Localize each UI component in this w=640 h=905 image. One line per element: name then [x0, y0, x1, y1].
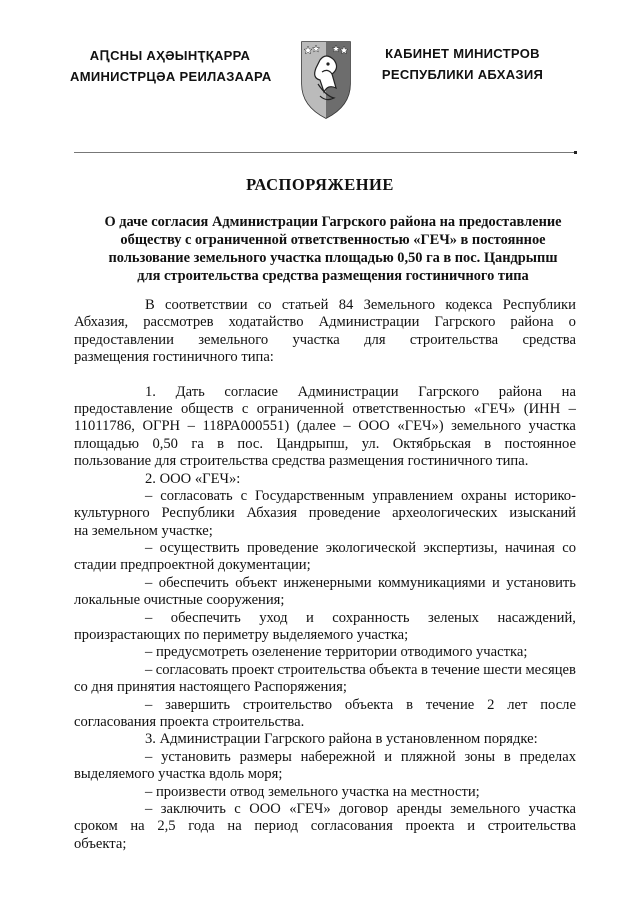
coat-of-arms-emblem [298, 38, 354, 120]
word: течение [431, 661, 480, 678]
word: ООО [358, 418, 390, 435]
word: набережной [300, 748, 376, 765]
word: сохранность [332, 609, 410, 626]
item3-heading: 3. Администрации Гагрского района в установленном порядке: [145, 731, 538, 748]
word: на [130, 818, 145, 835]
word: земельного [451, 418, 522, 435]
item1-line [74, 418, 576, 435]
word: га [191, 435, 204, 452]
word: шести [483, 661, 522, 678]
word: обеспечить [158, 574, 229, 591]
word: договор [339, 800, 389, 817]
paragraph-gap [74, 367, 576, 384]
document-subject [88, 213, 578, 285]
word: Государственным [254, 487, 365, 504]
word: осуществить [159, 540, 240, 557]
word: инженерными [283, 574, 372, 591]
word: – [145, 487, 153, 504]
word: Республики [502, 297, 576, 313]
word: 2 [487, 696, 495, 713]
word: со [257, 297, 272, 313]
word: пределах [519, 748, 576, 765]
word: зоны [464, 748, 496, 765]
word: коммуникациями [378, 574, 486, 591]
word: «ГЕЧ») [397, 418, 444, 435]
word: проект [231, 661, 274, 678]
header-russian-line-2: РЕСПУБЛИКИ АБХАЗИЯ [381, 67, 544, 82]
word: участка [292, 331, 340, 348]
word: строительства [277, 661, 366, 678]
word: Абхазия [246, 505, 298, 522]
word: проведение [246, 540, 319, 557]
word: ул. [361, 435, 380, 452]
word: (далее [296, 418, 336, 435]
word: Дать [175, 383, 205, 400]
word: соответствии [165, 297, 248, 313]
word: Администрации [318, 314, 420, 331]
item2-subitem-line: со дня принятия настоящего Распоряжения; [74, 679, 347, 696]
word: в [484, 435, 492, 452]
word: управлением [372, 487, 454, 504]
word: после [540, 696, 576, 713]
subject-line: О даче согласия Администрации Гагрского района на предоставление [104, 214, 562, 230]
word: историко- [514, 487, 576, 504]
word: (ИНН [523, 400, 561, 417]
word: о [568, 314, 576, 331]
word: экспертизы, [423, 540, 498, 557]
word: археологических [392, 505, 498, 522]
item2-subitem-line [74, 697, 576, 714]
word: культурного [74, 505, 150, 522]
divider-end-mark [574, 151, 577, 154]
word: «ГЕЧ» [473, 400, 516, 417]
word: месяцев [525, 661, 576, 678]
word: в [406, 696, 413, 713]
word: и [492, 574, 500, 591]
word: на [561, 383, 576, 400]
word: – [145, 800, 153, 817]
word: ОГРН [142, 418, 181, 435]
word: ООО [249, 800, 281, 817]
word: статьей [281, 297, 329, 313]
item2-subitem-line: согласования проекта строительства. [74, 713, 305, 730]
word: – [145, 574, 153, 591]
item2-subitem-line: произрастающих по периметру выделяемого участка; [74, 627, 409, 644]
word: установить [506, 574, 576, 591]
item2-subitem-line [74, 540, 576, 557]
word: средства [522, 331, 576, 348]
word: строительство [242, 696, 333, 713]
word: – [145, 609, 153, 626]
word: насаждений, [497, 609, 576, 626]
word: – [145, 748, 153, 765]
word: в [503, 748, 511, 765]
item3-subitem-line: объекта; [74, 835, 127, 852]
word: с [241, 400, 249, 417]
word: ответственностью [352, 400, 466, 417]
word: на [227, 818, 242, 835]
word: Гагрского [434, 314, 496, 331]
word: начиная [505, 540, 555, 557]
word: согласования [310, 818, 393, 835]
word: ходатайство [228, 314, 304, 331]
word: предоставлении [74, 331, 174, 348]
word: района [498, 383, 542, 400]
word: Земельного [363, 297, 436, 313]
item2-subitem-line [74, 662, 576, 679]
word: 0,50 [152, 435, 178, 452]
word: в [420, 661, 428, 678]
item1-line [74, 384, 576, 401]
document-title: РАСПОРЯЖЕНИЕ [246, 175, 394, 194]
word: и [306, 609, 314, 626]
word: проекта [405, 818, 455, 835]
word: обществ [180, 400, 234, 417]
word: согласие [224, 383, 278, 400]
word: района [510, 314, 554, 331]
word: со [562, 540, 576, 557]
word: пос. [237, 435, 263, 452]
subject-line: пользование земельного участка площадью 0,50 га в пос. Цандрыпш [108, 250, 558, 266]
item3-subitem-line: – произвести отвод земельного участка на местности; [145, 783, 480, 800]
word: 84 [338, 297, 354, 313]
item3-subitem-line [74, 818, 576, 835]
word: – [187, 418, 195, 435]
word: объекта [344, 696, 394, 713]
item3-subitem-line: выделяемого участка вдоль моря; [74, 766, 283, 783]
word: и [384, 748, 393, 765]
word: «ГЕЧ» [289, 800, 331, 817]
word: – [145, 696, 153, 713]
word: в [217, 435, 225, 452]
word: участка [528, 418, 576, 435]
word: Республики [161, 505, 235, 522]
word: заключить [160, 800, 226, 817]
word: период [254, 818, 299, 835]
word: обеспечить [170, 609, 241, 626]
word: 118РА000551) [202, 418, 290, 435]
word: рассмотрев [143, 314, 214, 331]
word: согласовать [160, 487, 233, 504]
word: проведение [308, 505, 381, 522]
word: аренды [396, 800, 442, 817]
word: охраны [461, 487, 507, 504]
word: размеры [239, 748, 292, 765]
word: установить [161, 748, 231, 765]
word: и [467, 818, 476, 835]
word: – [568, 400, 576, 417]
word: постоянное [504, 435, 576, 452]
word: Цандрыпш, [276, 435, 349, 452]
intro-line [74, 332, 576, 349]
subject-line: обществу с ограниченной ответственностью «ГЕЧ» в постоянное [120, 232, 546, 248]
subject-line: для строительства средства размещения гостиничного типа [137, 268, 529, 284]
intro-line: размещения гостиничного типа: [74, 349, 274, 366]
item3-subitem-line [74, 801, 576, 818]
item2-subitem-line [74, 505, 576, 522]
item2-subitem-line: локальные очистные сооружения; [74, 592, 285, 609]
header-divider [74, 152, 576, 153]
word: строительства [409, 331, 499, 348]
item3-subitem-line [74, 749, 576, 766]
word: уход [259, 609, 288, 626]
word: изысканий [509, 505, 576, 522]
word: кодекса [445, 297, 493, 313]
item2-subitem-line: – предусмотреть озеленение территории отводимого участка; [145, 644, 528, 661]
item2-heading: 2. ООО «ГЕЧ»: [145, 470, 241, 487]
item2-subitem-line [74, 575, 576, 592]
word: предоставление [74, 400, 173, 417]
word: лет [507, 696, 528, 713]
word: Гагрского [418, 383, 480, 400]
word: земельного [198, 331, 269, 348]
word: экологической [325, 540, 417, 557]
word: В [145, 297, 155, 313]
intro-line [74, 314, 576, 331]
word: – [145, 540, 153, 557]
word: 1. [145, 383, 156, 400]
word: – [145, 661, 153, 678]
word: – [343, 418, 351, 435]
word: зеленых [428, 609, 479, 626]
item2-subitem-line [74, 488, 576, 505]
word: для [364, 331, 386, 348]
word: объекта [369, 661, 418, 678]
word: Администрации [297, 383, 399, 400]
item2-subitem-line: на земельном участке; [74, 522, 213, 539]
item2-subitem-line: стадии предпроектной документации; [74, 557, 311, 574]
word: земельного [450, 800, 521, 817]
item1-line [74, 436, 576, 453]
document-body [74, 297, 576, 853]
item1-line [74, 401, 576, 418]
header-abkhaz-line-1: АԤСНЫ АҲӘЫНҬҚАРРА [89, 48, 251, 63]
word: года [188, 818, 215, 835]
word: Октябрьская [392, 435, 471, 452]
word: 11011786, [74, 418, 135, 435]
header-russian [360, 43, 565, 85]
word: пляжной [400, 748, 456, 765]
word: течение [425, 696, 475, 713]
word: Абхазия, [74, 314, 129, 331]
word: объект [235, 574, 277, 591]
word: ограниченной [256, 400, 344, 417]
word: строительства [487, 818, 576, 835]
header-russian-line-1: КАБИНЕТ МИНИСТРОВ [385, 46, 540, 61]
header-abkhaz-line-2: АМИНИСТРЦӘА РЕИЛАЗААРА [70, 69, 272, 84]
word: завершить [165, 696, 231, 713]
word: сроком [74, 818, 118, 835]
word: согласовать [155, 661, 229, 678]
word: с [234, 800, 241, 817]
word: участка [528, 800, 576, 817]
word: 2,5 [157, 818, 176, 835]
word: с [240, 487, 248, 504]
header-abkhaz [70, 45, 270, 87]
word: площадью [74, 435, 140, 452]
item2-subitem-line [74, 610, 576, 627]
intro-line [74, 297, 576, 314]
item1-line: пользование для строительства средства размещения гостиничного типа. [74, 453, 529, 470]
